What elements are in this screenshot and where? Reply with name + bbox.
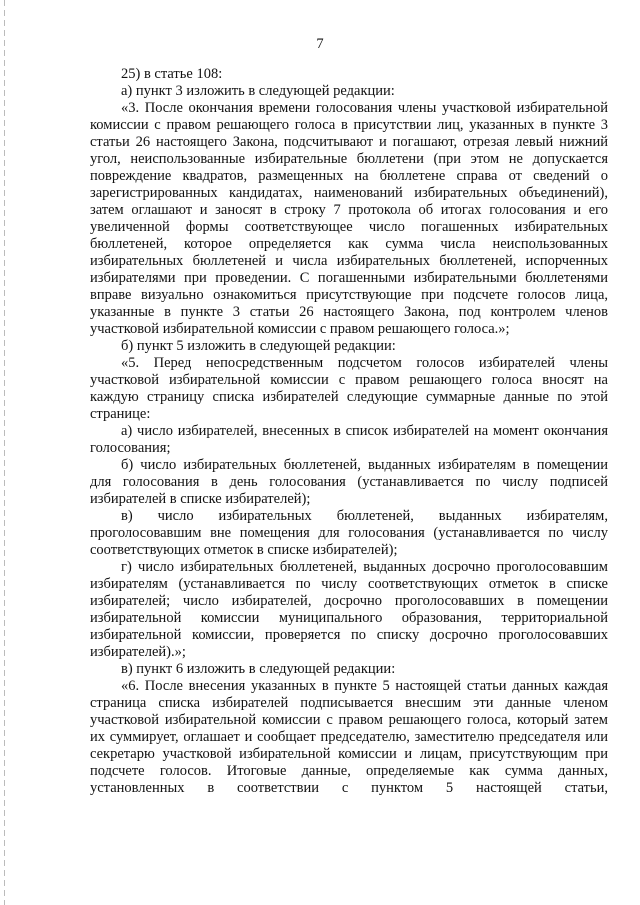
document-body [90,66,608,797]
page-number: 7 [316,36,324,52]
point-6-text: «6. После внесения указанных в пункте 5 настоящей статьи данных каждая страница списка избирателей подписывается внесшим эти данные членом участковой избирательной комиссии с правом решающего голоса, который затем их суммирует, оглашает и сообщает председателю, заместителю председателя или секретарю участковой избирательной комиссии и лицам, присутствующим при подсчете голосов. Итоговые данные, определяемые как сумма данных, установленных в соответствии с пунктом 5 настоящей статьи, [90,678,608,796]
scan-edge-decoration [4,0,5,905]
point-5-text: «5. Перед непосредственным подсчетом голосов избирателей члены участковой избирательной комиссии с правом решающего голоса вносят на каждую страницу списка избирателей следующие суммарные данные по этой странице: [90,355,608,422]
amendment-intro-point-6: в) пункт 6 изложить в следующей редакции: [121,661,396,677]
point-3-text: «3. После окончания времени голосования члены участковой избирательной комиссии с правом решающего голоса в присутствии лиц, указанных в пункте 3 статьи 26 настоящего Закона, подсчитывают и погашают, отрезая левый нижний угол, неиспользованные избирательные бюллетени (при этом не допускается повреждение квадратов, размещенных на бюллетене справа от сведений о зарегистрированных кандидатах, наименований избирательных объединений), затем оглашают и заносят в строку 7 протокола об итогах голосования и его увеличенной формы соответствующее число погашенных избирательных бюллетеней, которое определяется как сумма числа неиспользованных избирательных бюллетеней и числа избирательных бюллетеней, испорченных избирателями при проведении. С погашенными избирательными бюллетенями вправе визуально ознакомиться присутствующие при подсчете голосов лица, указанные в пункте 3 статьи 26 настоящего Закона, под контролем членов участковой избирательной комиссии с правом решающего голоса.»; [90,100,608,337]
article-heading: 25) в статье 108: [121,66,223,82]
point-5-subitem-b: б) число избирательных бюллетеней, выданных избирателям в помещении для голосования в день голосования (устанавливается по числу подписей избирателей в списке избирателей); [90,457,608,507]
amendment-intro-point-3: а) пункт 3 изложить в следующей редакции: [121,83,395,99]
amendment-intro-point-5: б) пункт 5 изложить в следующей редакции: [121,338,396,354]
point-5-subitem-a: а) число избирателей, внесенных в список избирателей на момент окончания голосования; [90,423,608,456]
point-5-subitem-v: в) число избирательных бюллетеней, выданных избирателям, проголосовавшим вне помещения для голосования (устанавливается по числу соответствующих отметок в списке избирателей); [90,508,608,558]
point-5-subitem-g: г) число избирательных бюллетеней, выданных досрочно проголосовавшим избирателям (устанавливается по числу соответствующих отметок в списке избирателей; число избирателей, досрочно проголосовавших в помещении избирательной комиссии муниципального образования, территориальной избирательной комиссии, проверяется по списку досрочно проголосовавших избирателей).»; [90,559,608,660]
